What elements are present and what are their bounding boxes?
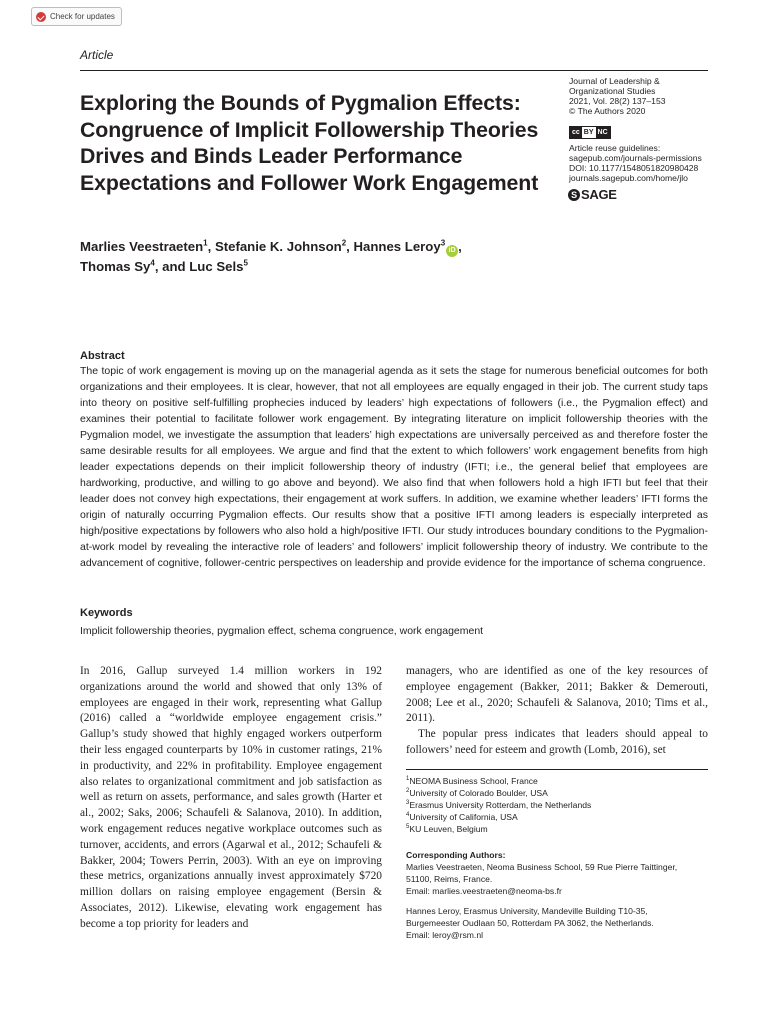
author-separator: , (346, 239, 354, 254)
affiliation-sup: 4 (406, 812, 410, 819)
keywords-heading: Keywords (80, 607, 133, 619)
author-name: Thomas Sy (80, 259, 151, 274)
footnote-rule (406, 769, 708, 770)
corresponding-heading: Corresponding Authors: (406, 850, 506, 860)
cc-icon: cc (572, 129, 580, 136)
journal-name-line2: Organizational Studies (569, 86, 656, 96)
orcid-icon[interactable]: iD (446, 245, 458, 257)
abstract-text: The topic of work engagement is moving up on the managerial agenda as it sets the stage for numerous beneficial outcomes for both organizations and their employees. It is clear, however, that not all employees are equally engaged in their job. The current study taps into theory on positive self-fulfilling prophecies induced by leaders’ high expectations of followers (i.e., the Pygmalion effect) and examines their potential to facilitate follower work engagement. By integrating literature on implicit followership theories with the Pygmalion model, we investigate the assumption that leaders’ high expectations are universally perceived as and therefore foster the same desirable results for all employees. We argue and find that the extent to which followers’ work engagement benefits from high leader expectations depends on their implicit followership theory of industry (IFTI; i.e., the general belief that employees are hardworking, productive, and willing to go above and beyond). We also find that when followers hold a high IFTI but feel that their leader does not convey high expectations, their engagement at work suffers. In addition, we examine whether leaders’ IFTI forms the origin of naturally occurring Pygmalion effects. Our results show that a positive IFTI among leaders is especially interpreted as high/positive expectations by followers who also hold a high/positive IFTI. Our study introduces boundary conditions to the Pygmalion-at-work model by revealing the interactive role of leaders’ and followers’ implicit followership theory of industry. We contribute to the advancement of cognitive, follower-centric perspectives on leadership and provide evidence for the importance of schema congruence. (80, 365, 708, 569)
corresponding-email[interactable]: Email: marlies.veestraeten@neoma-bs.fr (406, 886, 562, 896)
paper-title: Exploring the Bounds of Pygmalion Effects: Congruence of Implicit Followership Theories Drives and Binds Leader Performance Expectations and Follower Work Engagement (80, 91, 539, 195)
author-separator: , and (154, 259, 190, 274)
abstract-heading: Abstract (80, 350, 125, 362)
spacer (406, 897, 708, 905)
author-separator: , (207, 239, 215, 254)
author-affiliation-sup: 4 (150, 258, 155, 268)
affiliation-sup: 5 (406, 824, 410, 831)
affiliations (406, 775, 708, 835)
corresponding-authors (406, 849, 708, 941)
journal-name-line1: Journal of Leadership & (569, 76, 660, 86)
affiliation-item (406, 775, 708, 787)
cc-by-icon: BY (583, 129, 594, 136)
corresponding-address: 51100, Reims, France. (406, 874, 493, 884)
author-affiliation-sup: 2 (341, 238, 347, 248)
affiliation-item (406, 823, 708, 835)
affiliation-item (406, 799, 708, 811)
journal-volume: 2021, Vol. 28(2) 137–153 (569, 96, 666, 106)
affiliation-item (406, 787, 708, 799)
sage-logo-icon: S (568, 189, 580, 201)
affiliation-sup: 2 (406, 788, 410, 795)
article-type-label: Article (80, 48, 114, 62)
journal-home-link[interactable]: journals.sagepub.com/home/jlo (569, 173, 688, 183)
body-paragraph: managers, who are identified as one of the key resources of employee engagement (Bakker, 2011; Bakker & Demerouti, 2008; Lee et al., 2020; Schaufeli & Salanova, 2010; Tims et al., 2011). (406, 665, 708, 725)
author-name: Marlies Veestraeten (80, 239, 204, 254)
body-column-left (80, 664, 382, 933)
reuse-link[interactable]: sagepub.com/journals-permissions (569, 153, 702, 163)
affiliation-item (406, 811, 708, 823)
body-paragraph: The popular press indicates that leaders should appeal to followers’ need for esteem and growth (Lomb, 2016), set (406, 728, 708, 756)
author-separator: , (458, 239, 462, 254)
keywords-text: Implicit followership theories, pygmalion effect, schema congruence, work engagement (80, 625, 484, 637)
journal-info (569, 76, 739, 116)
affiliation-sup: 1 (406, 776, 410, 783)
cc-license-badge[interactable] (569, 126, 611, 139)
affiliation-text: University of Colorado Boulder, USA (409, 788, 548, 798)
check-updates-icon (36, 12, 46, 22)
author-name: Stefanie K. Johnson (214, 239, 342, 254)
corresponding-address: Marlies Veestraeten, Neoma Business School, 59 Rue Pierre Taittinger, (406, 862, 678, 872)
journal-copyright: © The Authors 2020 (569, 106, 646, 116)
reuse-info (569, 143, 739, 183)
affiliation-text: University of California, USA (409, 812, 518, 822)
body-paragraph: In 2016, Gallup surveyed 1.4 million workers in 192 organizations around the world and showed that only 13% of employees are engaged in their work, representing what Gallup (2016) called a “worldwide employee engagement crisis.” Gallup’s study showed that highly engaged workers outperform their less engaged counterparts by 10% in customer ratings, 21% in productivity, and 22% in profitability. Employee engagement also relates to organizational commitment and job satisfaction as well as return on assets, performance, and sales growth (Harter et al., 2002; Saks, 2006; Schaufeli & Salanova, 2010). In addition, work engagement reduces negative workplace outcomes such as turnover, accidents, and errors (Agarwal et al., 2012; Schaufeli & Bakker, 2004; Towers Perrin, 2003). With an eye on improving these metrics, organizations annually invest approximately $720 million dollars on raising employee engagement (Bersin & Associates, 2012). Likewise, elevating work engagement has become a top priority for leaders and (80, 665, 382, 930)
affiliation-text: Erasmus University Rotterdam, the Netherlands (409, 800, 592, 810)
corresponding-address: Hannes Leroy, Erasmus University, Mandeville Building T10-35, (406, 906, 648, 916)
header-rule (80, 70, 708, 71)
cc-nc-icon: NC (597, 129, 608, 136)
sage-logo (568, 187, 617, 202)
author-affiliation-sup: 3 (440, 238, 446, 248)
author-name: Hannes Leroy (353, 239, 441, 254)
corresponding-email[interactable]: Email: leroy@rsm.nl (406, 930, 484, 940)
check-for-updates-label: Check for updates (50, 12, 115, 21)
corresponding-address: Burgemeester Oudlaan 50, Rotterdam PA 3062, the Netherlands. (406, 918, 654, 928)
reuse-label: Article reuse guidelines: (569, 143, 661, 153)
affiliation-sup: 3 (406, 800, 410, 807)
sage-logo-text: SAGE (581, 187, 617, 202)
body-column-right (406, 664, 708, 759)
author-name: Luc Sels (189, 259, 244, 274)
author-affiliation-sup: 1 (203, 238, 208, 248)
author-list (80, 237, 600, 277)
author-affiliation-sup: 5 (243, 258, 248, 268)
check-for-updates-badge[interactable] (31, 7, 122, 26)
doi-link[interactable]: DOI: 10.1177/1548051820980428 (569, 163, 699, 173)
affiliation-text: NEOMA Business School, France (409, 776, 538, 786)
affiliation-text: KU Leuven, Belgium (409, 824, 488, 834)
